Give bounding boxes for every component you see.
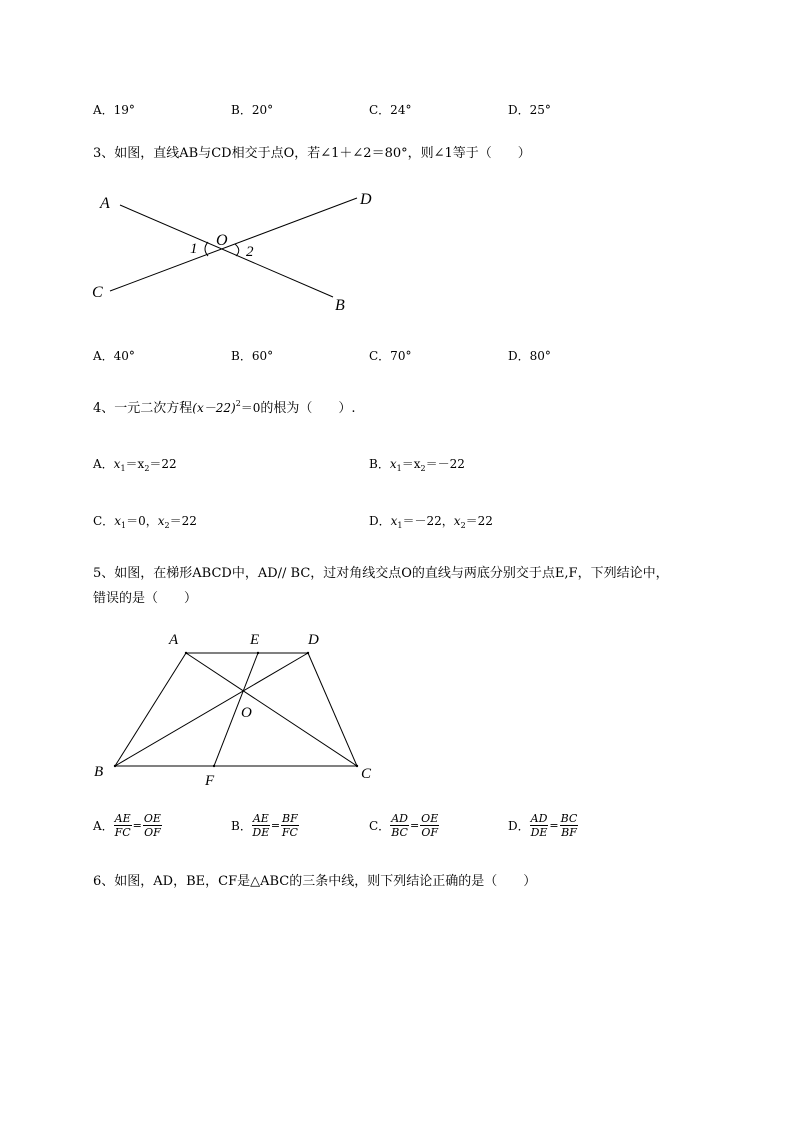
q4-question: 4、一元二次方程$(x-22)^2=0$的根为（ ）. [93, 399, 356, 416]
q5-label-c: C [361, 766, 372, 782]
q5-option-d: D． $\frac{AD}{DE}$ = $\frac{BC}{BF}$ [508, 812, 578, 839]
q6-question: 6、如图，AD，BE，CF是△ABC的三条中线，则下列结论正确的是（ ） [93, 874, 537, 889]
q5-label-b: B [94, 764, 104, 780]
q5-option-a: A． $\frac{AE}{FC}$ = $\frac{OE}{OF}$ [93, 812, 161, 839]
q3-option-d: D．80° [508, 349, 551, 363]
q5-label-o: O [241, 705, 252, 721]
q3-label-c: C [92, 284, 103, 301]
q5-label-e: E [250, 632, 260, 648]
q2-option-d: D．25° [508, 103, 551, 117]
q3-label-a: A [100, 195, 110, 212]
q5-label-a: A [169, 632, 179, 648]
q3-question: 3、如图，直线AB与CD相交于点O，若∠1＋∠2＝80°，则∠1等于（ ） [93, 146, 531, 161]
q2-option-c: C．24° [369, 103, 412, 117]
q5-label-d: D [308, 632, 319, 648]
q2-option-a: A．19° [93, 103, 135, 117]
q4-option-c: C．$x_1=0$，$x_2=22$ [93, 514, 197, 530]
q3-label-o: O [216, 232, 228, 249]
q3-option-a: A．40° [93, 349, 135, 363]
q3-option-c: C．70° [369, 349, 412, 363]
q5-label-f: F [205, 773, 215, 789]
q3-angle-2: 2 [246, 244, 254, 260]
q5-option-b: B． $\frac{AE}{DE}$ = $\frac{BF}{FC}$ [231, 812, 298, 839]
q3-option-b: B．60° [231, 349, 274, 363]
q3-label-d: D [360, 191, 372, 208]
q4-option-b: B．$x_1=x_2=-22$ [369, 457, 465, 473]
q5-question-line1: 5、如图，在梯形ABCD中，AD// BC，过对角线交点O的直线与两底分别交于点E,F，下列结论中， [93, 566, 669, 581]
q5-question-line2: 错误的是（ ） [93, 591, 198, 606]
q3-label-b: B [335, 297, 345, 314]
q5-option-c: C． $\frac{AD}{BC}$ = $\frac{OE}{OF}$ [369, 812, 439, 839]
q4-option-a: A．$x_1=x_2=22$ [93, 457, 177, 473]
q2-option-b: B．20° [231, 103, 274, 117]
q3-angle-1: 1 [190, 241, 198, 257]
q4-option-d: D．$x_1=-22$，$x_2=22$ [369, 514, 493, 530]
